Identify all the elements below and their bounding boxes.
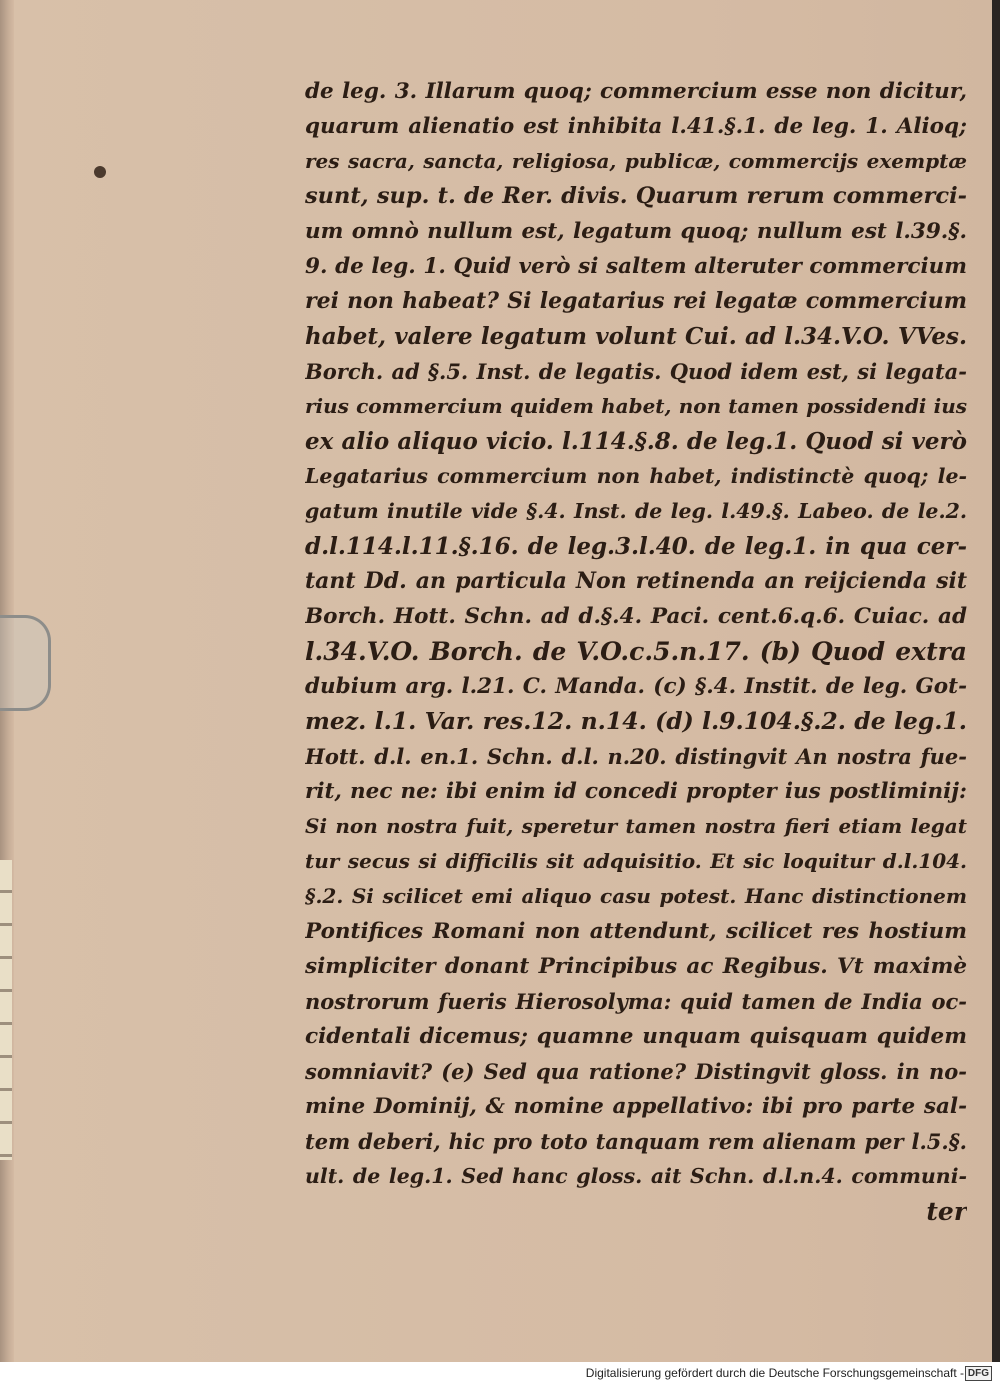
- text-line: mine Dominij, & nomine appellativo: ibi pro parte sal-: [305, 1094, 967, 1119]
- text-line: mez. l.1. Var. res.12. n.14. (d) l.9.104.§.2. de leg.1.: [305, 707, 967, 735]
- text-line: rius commercium quidem habet, non tamen possidendi ius: [305, 394, 967, 418]
- text-line: Borch. Hott. Schn. ad d.§.4. Paci. cent.6.q.6. Cuiac. ad: [305, 604, 967, 629]
- text-line: simpliciter donant Principibus ac Regibus. Vt maximè: [305, 954, 967, 979]
- body-text: [305, 74, 967, 1229]
- text-line: tem deberi, hic pro toto tanquam rem alienam per l.5.§.: [305, 1129, 967, 1154]
- text-line: 9. de leg. 1. Quid verò si saltem alteruter commercium: [305, 254, 967, 279]
- text-line: somniavit? (e) Sed qua ratione? Distingvit gloss. in no-: [305, 1059, 967, 1084]
- text-line: Pontifices Romani non attendunt, scilicet res hostium: [305, 919, 967, 944]
- text-line: rei non habeat? Si legatarius rei legatæ commercium: [305, 288, 967, 314]
- text-line: sunt, sup. t. de Rer. divis. Quarum rerum commerci-: [305, 183, 967, 209]
- text-line: Borch. ad §.5. Inst. de legatis. Quod idem est, si legata-: [305, 359, 967, 384]
- text-line: nostrorum fueris Hierosolyma: quid tamen de India oc-: [305, 989, 967, 1014]
- text-line: d.l.114.l.11.§.16. de leg.3.l.40. de leg.1. in qua cer-: [305, 533, 967, 560]
- text-line: Si non nostra fuit, speretur tamen nostra fieri etiam legat: [305, 814, 967, 838]
- footer-bar: [0, 1362, 1000, 1386]
- text-line: dubium arg. l.21. C. Manda. (c) §.4. Instit. de leg. Got-: [305, 674, 967, 699]
- text-line: Legatarius commercium non habet, indistinctè quoq; le-: [305, 464, 967, 488]
- text-line: ult. de leg.1. Sed hanc gloss. ait Schn. d.l.n.4. communi-: [305, 1164, 967, 1188]
- text-line: tant Dd. an particula Non retinenda an reijcienda sit: [305, 568, 967, 594]
- scan-border: [992, 0, 1000, 1362]
- text-line: gatum inutile vide §.4. Inst. de leg. l.49.§. Labeo. de le.2.: [305, 499, 967, 523]
- text-line: habet, valere legatum volunt Cui. ad l.34.V.O. VVes.: [305, 323, 967, 350]
- text-line: res sacra, sancta, religiosa, publicæ, commercijs exemptæ: [305, 149, 967, 173]
- dfg-credit-text: Digitalisierung gefördert durch die Deutsche Forschungsgemeinschaft -: [585, 1366, 964, 1380]
- text-line: Hott. d.l. en.1. Schn. d.l. n.20. distingvit An nostra fue-: [305, 744, 967, 769]
- text-line: ex alio aliquo vicio. l.114.§.8. de leg.1. Quod si verò: [305, 428, 967, 455]
- ink-spot: [94, 166, 106, 178]
- text-line: quarum alienatio est inhibita l.41.§.1. de leg. 1. Alioq;: [305, 114, 967, 139]
- dfg-logo-icon: DFG: [965, 1366, 992, 1381]
- text-line: rit, nec ne: ibi enim id concedi propter ius postliminij:: [305, 779, 967, 804]
- text-line: tur secus si difficilis sit adquisitio. Et sic loquitur d.l.104.: [305, 849, 967, 873]
- paper-clip: [0, 615, 51, 711]
- page-edge-tabs: [0, 860, 12, 1160]
- text-line: de leg. 3. Illarum quoq; commercium esse non dicitur,: [305, 79, 967, 104]
- text-line: §.2. Si scilicet emi aliquo casu potest. Hanc distinctionem: [305, 884, 967, 908]
- text-line: cidentali dicemus; quamne unquam quisquam quidem: [305, 1024, 967, 1049]
- text-line: um omnò nullum est, legatum quoq; nullum est l.39.§.: [305, 219, 967, 244]
- text-line: l.34.V.O. Borch. de V.O.c.5.n.17. (b) Quod extra: [305, 637, 967, 666]
- catchword: ter: [926, 1197, 967, 1226]
